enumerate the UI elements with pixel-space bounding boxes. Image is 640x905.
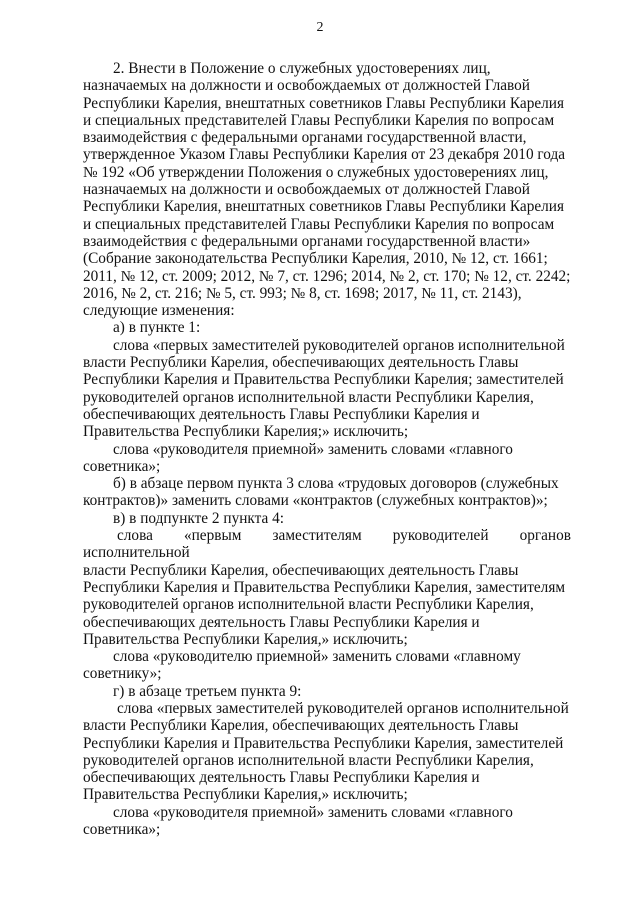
- paragraph-item-a: а) в пункте 1:: [113, 319, 201, 337]
- paragraph-item-b: б) в абзаце первом пункта 3 слова «трудовых договоров (служебных контрактов)» заменить словами «контрактов (служебных контрактов)»;: [83, 475, 559, 510]
- paragraph-item-v-words-excluded: слова «первым заместителям руководителей органов исполнительной власти Республики Карелия, обеспечивающих деятельность Главы Республики Карелия и Правительства Республики Карелия, заместителям руководителей органов исполнительной власти Республики Карелия, обеспечивающих деятельность Главы Республики Карелия и Правительства Республики Карелия,» исключить;: [83, 527, 571, 648]
- paragraph-intro: 2. Внести в Положение о служебных удостоверениях лиц, назначаемых на должности и освобождаемых от должностей Главой Республики Карелия, внештатных советников Главы Республики Карелия и специальных представителей Главы Республики Карелия по вопросам взаимодействия с федеральными органами государственной власти, утвержденное Указом Главы Республики Карелия от 23 декабря 2010 года № 192 «Об утверждении Положения о служебных удостоверениях лиц, назначаемых на должности и освобождаемых от должностей Главой Республики Карелия, внештатных советников Главы Республики Карелия и специальных представителей Главы Республики Карелия по вопросам взаимодействия с федеральными органами государственной власти» (Собрание законодательства Республики Карелия, 2010, № 12, ст. 1661; 2011, № 12, ст. 2009; 2012, № 7, ст. 1296; 2014, № 2, ст. 170; № 12, ст. 2242; 2016, № 2, ст. 216; № 5, ст. 993; № 8, ст. 1698; 2017, № 11, ст. 2143), следующие изменения:: [83, 60, 571, 320]
- paragraph-item-g: г) в абзаце третьем пункта 9:: [113, 682, 302, 700]
- document-body: [83, 60, 571, 838]
- paragraph-item-a-words-excluded: слова «первых заместителей руководителей органов исполнительной власти Республики Карелия, обеспечивающих деятельность Главы Республики Карелия и Правительства Республики Карелия; заместителей руководителей органов исполнительной власти Республики Карелия, обеспечивающих деятельность Главы Республики Карелия и Правительства Республики Карелия;» исключить;: [83, 336, 565, 441]
- paragraph-item-g-words-replaced: слова «руководителя приемной» заменить словами «главного советника»;: [83, 803, 513, 839]
- paragraph-item-g-words-excluded: слова «первых заместителей руководителей органов исполнительной власти Республики Карелия, обеспечивающих деятельность Главы Республики Карелия и Правительства Республики Карелия, заместителей руководителей органов исполнительной власти Республики Карелия, обеспечивающих деятельность Главы Республики Карелия и Правительства Республики Карелия,» исключить;: [83, 699, 569, 804]
- page-number: 2: [316, 20, 324, 35]
- paragraph-item-v: в) в подпункте 2 пункта 4:: [113, 509, 285, 527]
- paragraph-item-a-words-replaced: слова «руководителя приемной» заменить словами «главного советника»;: [83, 440, 513, 475]
- paragraph-item-v-words-replaced: слова «руководителю приемной» заменить словами «главному советнику»;: [83, 648, 521, 683]
